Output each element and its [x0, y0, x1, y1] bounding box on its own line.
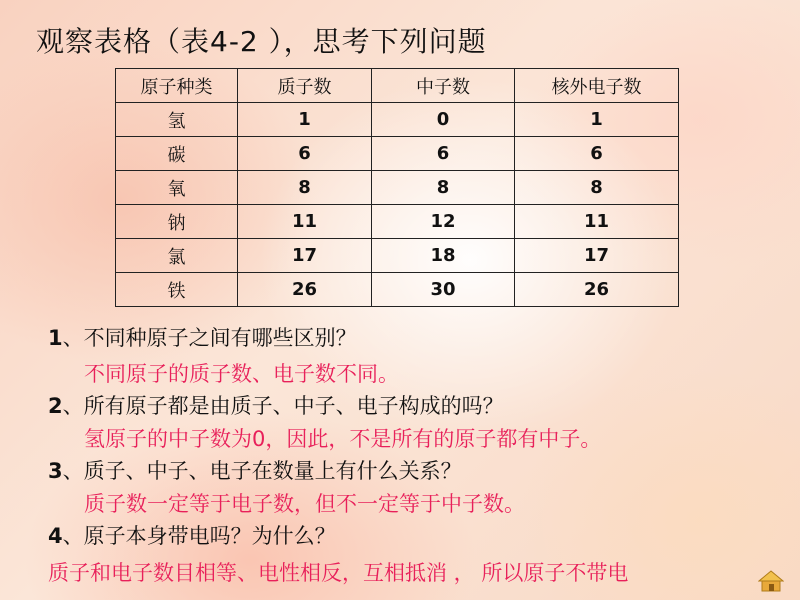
cell-neutrons: 12 [372, 205, 515, 239]
home-button[interactable] [758, 570, 784, 592]
header-atom-type: 原子种类 [116, 69, 238, 103]
cell-atom: 钠 [116, 205, 238, 239]
question-4 [48, 520, 336, 550]
cell-protons: 1 [238, 103, 372, 137]
answer-2: 氢原子的中子数为0，因此，不是所有的原子都有中子。 [84, 427, 602, 451]
cell-neutrons: 0 [372, 103, 515, 137]
table-row [116, 205, 679, 239]
cell-neutrons: 18 [372, 239, 515, 273]
cell-neutrons: 30 [372, 273, 515, 307]
answer-1: 不同原子的质子数、电子数不同。 [84, 362, 399, 386]
cell-atom: 铁 [116, 273, 238, 307]
question-1 [48, 322, 357, 352]
table-row [116, 239, 679, 273]
slide-title: 观察表格（表4-2 ），思考下列问题 [36, 25, 487, 58]
question-3 [48, 455, 462, 485]
cell-electrons: 6 [515, 137, 679, 171]
home-icon [758, 570, 784, 592]
cell-neutrons: 6 [372, 137, 515, 171]
cell-protons: 6 [238, 137, 372, 171]
table-row [116, 103, 679, 137]
question-number: 4 [48, 524, 63, 548]
table-row [116, 273, 679, 307]
question-number: 1 [48, 326, 63, 350]
cell-atom: 氢 [116, 103, 238, 137]
cell-electrons: 8 [515, 171, 679, 205]
cell-electrons: 17 [515, 239, 679, 273]
answer-3: 质子数一定等于电子数，但不一定等于中子数。 [84, 492, 525, 516]
atom-table [115, 68, 679, 307]
table-header-row [116, 69, 679, 103]
cell-protons: 17 [238, 239, 372, 273]
question-text: 、不同种原子之间有哪些区别？ [62, 326, 357, 350]
table-row [116, 137, 679, 171]
cell-protons: 11 [238, 205, 372, 239]
question-text: 、原子本身带电吗？为什么？ [62, 524, 336, 548]
cell-electrons: 26 [515, 273, 679, 307]
cell-neutrons: 8 [372, 171, 515, 205]
header-electrons: 核外电子数 [515, 69, 679, 103]
header-neutrons: 中子数 [372, 69, 515, 103]
question-2 [48, 390, 504, 420]
table-row [116, 171, 679, 205]
question-number: 2 [48, 394, 63, 418]
cell-protons: 26 [238, 273, 372, 307]
cell-atom: 氧 [116, 171, 238, 205]
question-text: 、质子、中子、电子在数量上有什么关系？ [62, 459, 462, 483]
question-text: 、所有原子都是由质子、中子、电子构成的吗？ [62, 394, 504, 418]
cell-atom: 碳 [116, 137, 238, 171]
cell-protons: 8 [238, 171, 372, 205]
cell-atom: 氯 [116, 239, 238, 273]
cell-electrons: 1 [515, 103, 679, 137]
header-protons: 质子数 [238, 69, 372, 103]
question-number: 3 [48, 459, 63, 483]
cell-electrons: 11 [515, 205, 679, 239]
answer-4: 质子和电子数目相等、电性相反，互相抵消 ， 所以原子不带电 [48, 561, 629, 585]
